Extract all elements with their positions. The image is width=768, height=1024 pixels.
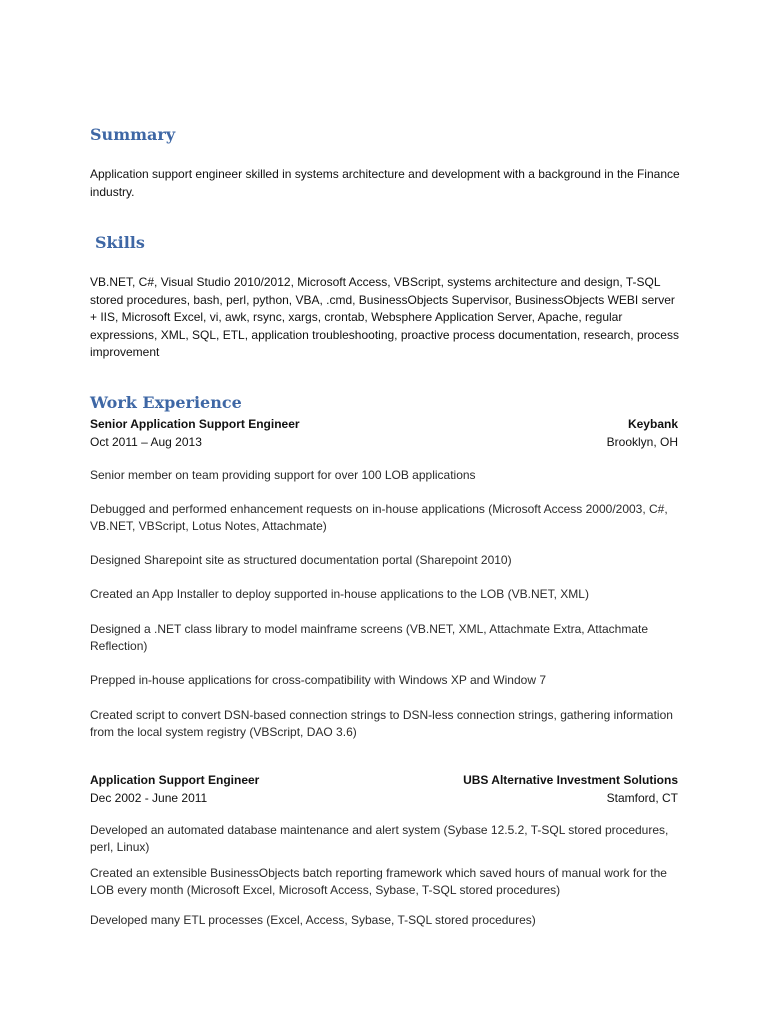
job-dates: Oct 2011 – Aug 2013 [90,435,202,449]
job-location: Stamford, CT [606,791,678,805]
job-dates: Dec 2002 - June 2011 [90,791,208,805]
job-2-header [90,772,678,790]
work-experience-heading: Work Experience [90,393,242,412]
job-1-bullet: Created an App Installer to deploy supported in-house applications to the LOB (VB.NET, XML) [90,587,589,601]
job-1-bullet: Designed a .NET class library to model mainframe screens (VB.NET, XML, Attachmate Extra, Attachmate Reflection) [90,622,648,653]
job-title: Senior Application Support Engineer [90,417,300,431]
job-1-header [90,416,678,434]
job-1-bullet: Designed Sharepoint site as structured documentation portal (Sharepoint 2010) [90,553,512,567]
job-company: UBS Alternative Investment Solutions [463,773,678,787]
skills-heading: Skills [95,233,145,252]
job-1-bullet: Senior member on team providing support for over 100 LOB applications [90,468,476,482]
job-1-bullet: Created script to convert DSN-based connection strings to DSN-less connection strings, gathering information from the local system registry (VBScript, DAO 3.6) [90,708,673,739]
job-2-bullet: Created an extensible BusinessObjects batch reporting framework which saved hours of manual work for the LOB every month (Microsoft Excel, Microsoft Access, Sybase, T-SQL stored procedures) [90,866,667,897]
job-1-meta [90,434,678,452]
job-location: Brooklyn, OH [606,435,678,449]
skills-text: VB.NET, C#, Visual Studio 2010/2012, Microsoft Access, VBScript, systems architecture and design, T-SQL stored procedures, bash, perl, python, VBA, .cmd, BusinessObjects Supervisor, BusinessObjects WEBI server + IIS, Microsoft Excel, vi, awk, rsync, xargs, crontab, Websphere Application Server, Apache, regular expressions, XML, SQL, ETL, application troubleshooting, proactive process documentation, research, process improvement [90,275,679,360]
job-1-bullet: Prepped in-house applications for cross-compatibility with Windows XP and Window 7 [90,673,546,687]
job-2-bullet: Developed an automated database maintenance and alert system (Sybase 12.5.2, T-SQL stored procedures, perl, Linux) [90,823,669,854]
summary-text: Application support engineer skilled in systems architecture and development with a background in the Finance industry. [90,167,680,199]
job-company: Keybank [627,417,678,431]
summary-heading: Summary [90,125,176,144]
job-1-bullet: Debugged and performed enhancement requests on in-house applications (Microsoft Access 2000/2003, C#, VB.NET, VBScript, Lotus Notes, Attachmate) [90,502,668,533]
job-2-bullet: Developed many ETL processes (Excel, Access, Sybase, T-SQL stored procedures) [90,913,536,927]
job-2-meta [90,790,678,808]
job-title: Application Support Engineer [90,773,260,787]
